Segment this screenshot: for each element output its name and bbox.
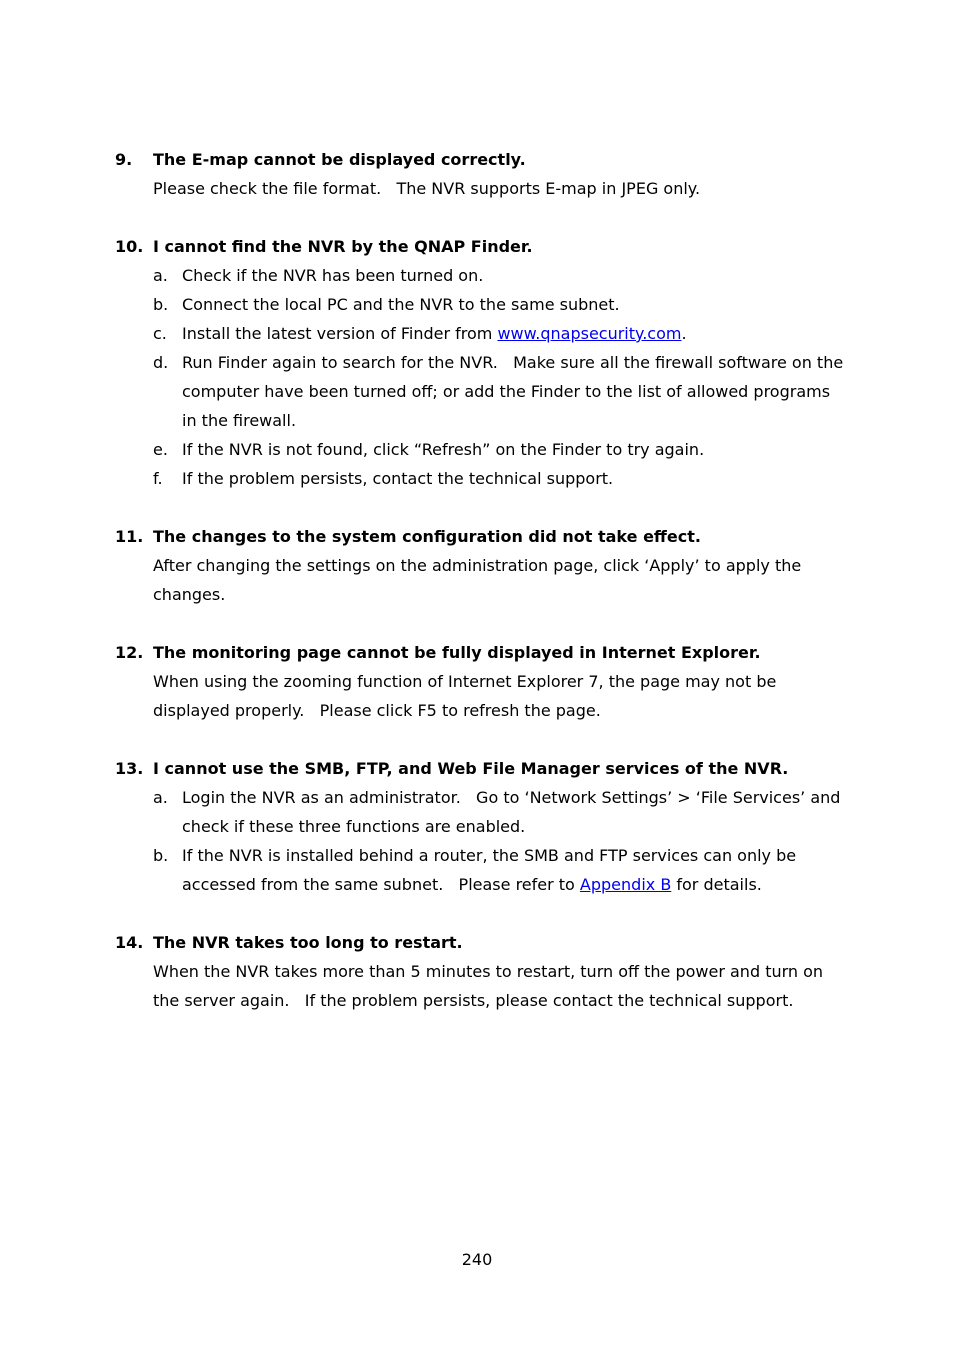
sub-item bbox=[153, 290, 845, 319]
sub-text: If the problem persists, contact the technical support. bbox=[182, 469, 614, 488]
item-number: 12. bbox=[115, 643, 144, 662]
faq-heading bbox=[115, 928, 845, 957]
sub-text: Login the NVR as an administrator. Go to ‘Network Settings’ > ‘File Services’ and check if these three functions are enabled. bbox=[182, 788, 846, 836]
faq-item-9 bbox=[115, 145, 845, 203]
faq-heading bbox=[115, 145, 845, 174]
item-number: 13. bbox=[115, 759, 144, 778]
appendix-b-link[interactable]: Appendix B bbox=[579, 875, 672, 894]
item-text: Please check the file format. The NVR supports E-map in JPEG only. bbox=[153, 179, 701, 198]
item-heading: I cannot find the NVR by the QNAP Finder. bbox=[153, 237, 533, 256]
sub-letter: d. bbox=[153, 353, 169, 372]
item-text: When the NVR takes more than 5 minutes to restart, turn off the power and turn on the server again. If the problem persists, please contact the technical support. bbox=[153, 962, 829, 1010]
sub-item bbox=[153, 348, 849, 435]
faq-heading bbox=[115, 232, 845, 261]
sub-text-before-link: Install the latest version of Finder from bbox=[182, 324, 498, 343]
sub-text: Run Finder again to search for the NVR. Make sure all the firewall software on the computer have been turned off; or add the Finder to the list of allowed programs in the firewall. bbox=[182, 353, 849, 430]
faq-heading bbox=[115, 754, 845, 783]
sub-letter: e. bbox=[153, 440, 168, 459]
item-heading: The changes to the system configuration did not take effect. bbox=[153, 527, 701, 546]
qnapsecurity-link[interactable]: www.qnapsecurity.com bbox=[497, 324, 682, 343]
sub-text bbox=[182, 319, 845, 348]
faq-item-14 bbox=[115, 928, 845, 1015]
sub-letter: b. bbox=[153, 846, 169, 865]
item-heading: The NVR takes too long to restart. bbox=[153, 933, 463, 952]
sub-item bbox=[153, 261, 845, 290]
sub-text: Connect the local PC and the NVR to the same subnet. bbox=[182, 295, 620, 314]
faq-item-12 bbox=[115, 638, 845, 725]
item-text: When using the zooming function of Internet Explorer 7, the page may not be displayed properly. Please click F5 to refresh the page. bbox=[153, 672, 782, 720]
sub-text: If the NVR is not found, click “Refresh” on the Finder to try again. bbox=[182, 440, 705, 459]
sub-text-after-link: for details. bbox=[671, 875, 762, 894]
faq-heading bbox=[115, 638, 845, 667]
item-text: After changing the settings on the administration page, click ‘Apply’ to apply the changes. bbox=[153, 556, 807, 604]
item-number: 14. bbox=[115, 933, 144, 952]
item-number: 9. bbox=[115, 150, 133, 169]
item-number: 10. bbox=[115, 237, 144, 256]
sub-item bbox=[153, 435, 845, 464]
faq-item-13 bbox=[115, 754, 845, 899]
sub-letter: a. bbox=[153, 788, 168, 807]
faq-heading bbox=[115, 522, 845, 551]
sub-text-before-link: If the NVR is installed behind a router, the SMB and FTP services can only be accessed from the same subnet. Please refer to bbox=[182, 846, 802, 894]
sub-item bbox=[153, 841, 845, 899]
page-number: 240 bbox=[461, 1250, 493, 1269]
sub-letter: c. bbox=[153, 324, 167, 343]
faq-item-10 bbox=[115, 232, 849, 493]
item-heading: The monitoring page cannot be fully displayed in Internet Explorer. bbox=[153, 643, 761, 662]
sub-item bbox=[153, 319, 845, 348]
sub-text bbox=[182, 841, 845, 899]
sub-text-after-link: . bbox=[681, 324, 687, 343]
item-heading: I cannot use the SMB, FTP, and Web File Manager services of the NVR. bbox=[153, 759, 789, 778]
sub-letter: a. bbox=[153, 266, 168, 285]
sub-letter: f. bbox=[153, 469, 163, 488]
sub-item bbox=[153, 464, 845, 493]
sub-text: Check if the NVR has been turned on. bbox=[182, 266, 484, 285]
sub-item bbox=[153, 783, 845, 841]
item-heading: The E-map cannot be displayed correctly. bbox=[153, 150, 526, 169]
faq-item-11 bbox=[115, 522, 845, 609]
sub-letter: b. bbox=[153, 295, 169, 314]
item-number: 11. bbox=[115, 527, 144, 546]
document-body bbox=[115, 145, 849, 1044]
